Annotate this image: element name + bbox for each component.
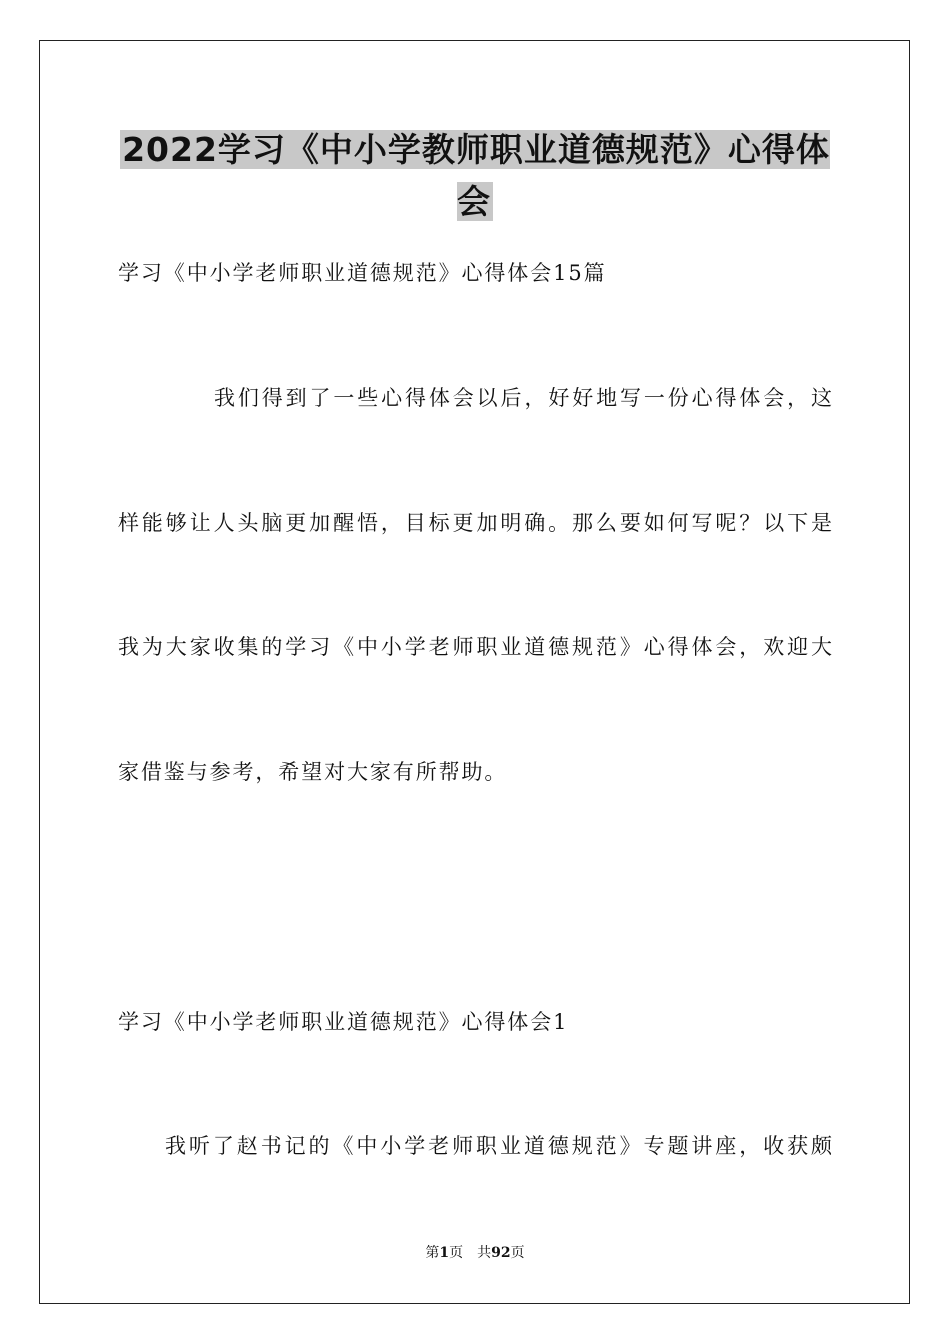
intro-line-2: 样能够让人头脑更加醒悟，目标更加明确。那么要如何写呢？以下是: [118, 511, 832, 535]
footer-total-pages: 92: [491, 1245, 511, 1261]
footer-prefix: 第: [425, 1245, 440, 1261]
page-footer: [0, 1244, 950, 1262]
section-line-1: 我听了赵书记的《中小学老师职业道德规范》专题讲座，收获颇: [165, 1134, 832, 1158]
footer-mid: 页 共: [449, 1245, 492, 1261]
intro-line-1: 我们得到了一些心得体会以后，好好地写一份心得体会，这: [214, 386, 832, 410]
page-border: [39, 40, 910, 1304]
intro-line-3: 我为大家收集的学习《中小学老师职业道德规范》心得体会，欢迎大: [118, 635, 832, 659]
intro-line-4: 家借鉴与参考，希望对大家有所帮助。: [118, 760, 508, 784]
footer-current-page: 1: [439, 1245, 450, 1261]
title-text: 2022学习《中小学教师职业道德规范》心得体会: [122, 130, 830, 221]
section-heading: 学习《中小学老师职业道德规范》心得体会1: [118, 1010, 569, 1034]
footer-suffix: 页: [510, 1245, 525, 1261]
document-subtitle: 学习《中小学老师职业道德规范》心得体会15篇: [118, 261, 607, 285]
document-title: [118, 124, 832, 228]
